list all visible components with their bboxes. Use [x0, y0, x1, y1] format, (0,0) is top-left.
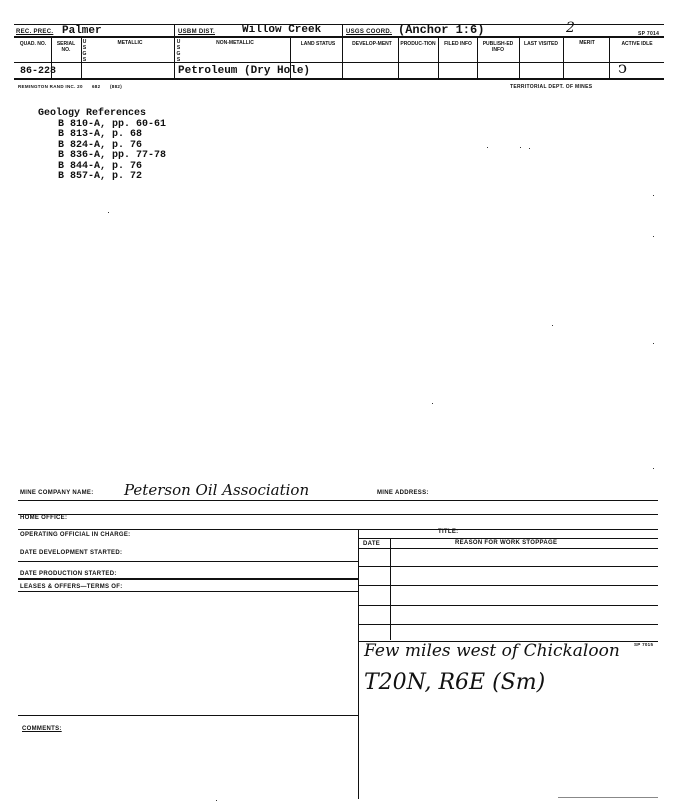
reference-item: B 857-A, p. 72	[58, 171, 143, 182]
col-usgs-2: U S G S	[176, 39, 181, 63]
form-code-top: SP 7014	[638, 31, 660, 37]
reason-col-header: REASON FOR WORK STOPPAGE	[455, 540, 558, 546]
reference-item: B 836-A, pp. 77-78	[58, 150, 167, 161]
col-active-idle: ACTIVE IDLE	[621, 41, 653, 47]
mine-company-value: Peterson Oil Association	[124, 481, 310, 499]
geology-references	[38, 109, 166, 183]
printer-code-2: (882)	[110, 84, 123, 89]
col-land-status: LAND STATUS	[300, 41, 336, 47]
col-metallic: METALLIC	[117, 40, 143, 46]
form-code-bottom: SP 7015	[634, 642, 654, 647]
reference-item: B 824-A, p. 76	[58, 139, 143, 151]
usgs-coord-value: (Anchor 1:6)	[398, 23, 485, 37]
non-metallic-value: Petroleum (Dry Hole)	[178, 65, 311, 77]
col-filed-info: FILED INFO	[444, 41, 472, 47]
printer-code-1: 682	[92, 84, 101, 89]
references-title: Geology References	[38, 108, 147, 119]
rec-prec-label: REC. PREC.	[16, 29, 54, 35]
col-serial-no: SERIAL NO.	[56, 41, 76, 53]
col-production: PRODUC-TION	[400, 41, 436, 47]
col-last-visited: LAST VISITED	[524, 41, 558, 47]
usgs-coord-label: USGS COORD.	[346, 29, 392, 35]
handwritten-note-location: Few miles west of Chickaloon	[364, 641, 620, 661]
usbm-dist-label: USBM DIST.	[178, 29, 216, 35]
title-label: TITLE:	[438, 529, 459, 535]
date-col-header: DATE	[363, 541, 381, 547]
home-office-label: HOME OFFICE:	[20, 515, 68, 521]
col-usgs-1: U S G S	[82, 39, 87, 63]
date-development-started-label: DATE DEVELOPMENT STARTED:	[20, 550, 123, 556]
reference-item: B 844-A, p. 76	[58, 160, 143, 172]
col-merit: MERIT	[579, 40, 595, 46]
col-non-metallic: NON-METALLIC	[216, 40, 254, 46]
active-idle-mark: ↄ	[618, 58, 627, 77]
leases-offers-label: LEASES & OFFERS—TERMS OF:	[20, 584, 123, 590]
reference-item: B 813-A, p. 68	[58, 129, 143, 140]
col-published-info: PUBLISH-ED INFO	[482, 41, 514, 53]
rec-prec-value: Palmer	[62, 25, 102, 37]
date-production-started-label: DATE PRODUCTION STARTED:	[20, 571, 117, 577]
operating-official-label: OPERATING OFFICIAL IN CHARGE:	[20, 532, 131, 538]
comments-label: COMMENTS:	[22, 726, 62, 732]
usbm-dist-value: Willow Creek	[242, 24, 322, 36]
mine-company-label: MINE COMPANY NAME:	[20, 490, 94, 496]
mine-address-label: MINE ADDRESS:	[377, 490, 429, 496]
col-quad-no: QUAD. NO.	[19, 41, 47, 47]
quad-serial-value: 86-228	[20, 66, 57, 77]
reference-item: B 810-A, pp. 60-61	[58, 118, 167, 130]
col-development: DEVELOP-MENT	[352, 41, 392, 47]
corner-number: 2	[566, 20, 575, 36]
printer-line: REMINGTON RAND INC. 20	[18, 84, 83, 89]
agency-label: TERRITORIAL DEPT. OF MINES	[510, 84, 593, 90]
handwritten-note-township: T20N, R6E (Sm)	[364, 670, 546, 695]
